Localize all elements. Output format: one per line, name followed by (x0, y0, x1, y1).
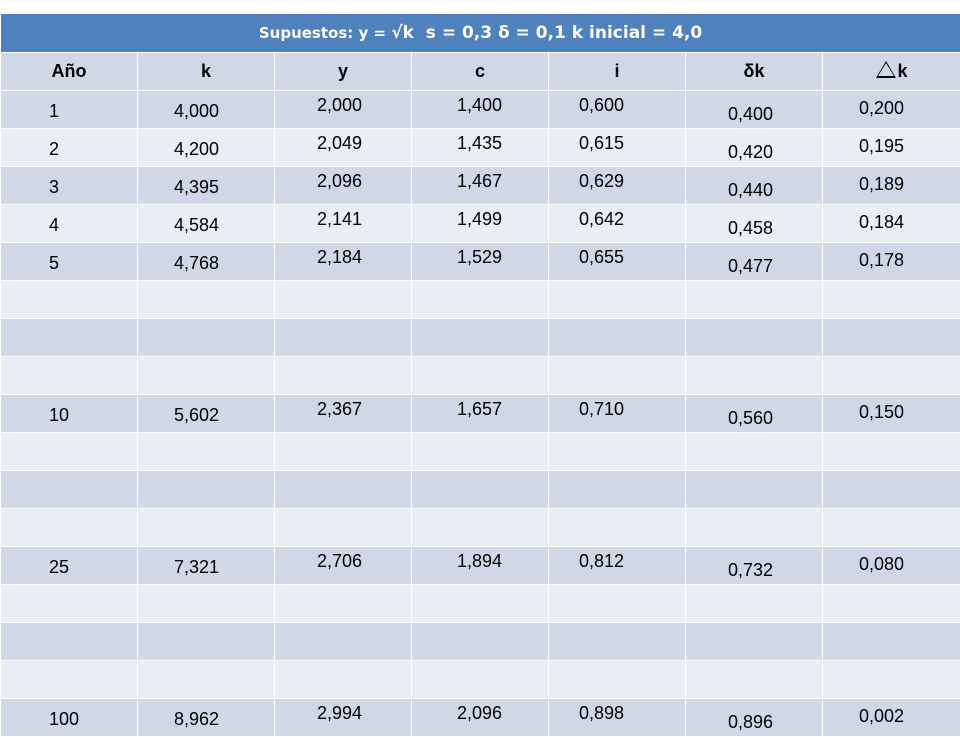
table-cell (686, 623, 823, 661)
table-cell (138, 243, 275, 281)
cell-value: 1,499 (457, 209, 502, 230)
header-k: k (138, 53, 275, 91)
table-cell (412, 91, 549, 129)
table-cell (1, 129, 138, 167)
table-cell (823, 357, 960, 395)
table-cell (275, 129, 412, 167)
table-row (1, 623, 960, 661)
cell-value: 3 (49, 177, 59, 198)
table-cell (275, 395, 412, 433)
header-delta-k: δk (686, 53, 823, 91)
table-cell (549, 585, 686, 623)
cell-value: 2,096 (317, 171, 362, 192)
table-cell (138, 471, 275, 509)
table-cell (412, 547, 549, 585)
table-cell (138, 281, 275, 319)
table-body (1, 91, 960, 737)
table-cell (823, 699, 960, 737)
table-cell (686, 91, 823, 129)
table-cell (275, 243, 412, 281)
table-cell (549, 205, 686, 243)
table-cell (549, 167, 686, 205)
table-cell (686, 661, 823, 699)
table-cell (412, 585, 549, 623)
cell-value: 0,600 (579, 95, 624, 116)
cell-value: 0,200 (859, 98, 904, 119)
table-cell (1, 433, 138, 471)
table-cell (686, 357, 823, 395)
table-row (1, 91, 960, 129)
cell-value: 0,732 (728, 560, 773, 581)
cell-value: 0,178 (859, 250, 904, 271)
table-cell (412, 281, 549, 319)
table-cell (549, 547, 686, 585)
cell-value: 0,189 (859, 174, 904, 195)
table-cell (686, 319, 823, 357)
cell-value: 0,642 (579, 209, 624, 230)
table-cell (275, 281, 412, 319)
table-cell (823, 471, 960, 509)
cell-value: 0,896 (728, 712, 773, 733)
table-cell (412, 509, 549, 547)
table-row (1, 585, 960, 623)
table-cell (275, 357, 412, 395)
table-cell (549, 357, 686, 395)
cell-value: 4,584 (174, 215, 219, 236)
table-cell (412, 395, 549, 433)
table-row (1, 395, 960, 433)
cell-value: 0,710 (579, 399, 624, 420)
table-cell (1, 509, 138, 547)
table-row (1, 243, 960, 281)
table-cell (1, 623, 138, 661)
header-y: y (275, 53, 412, 91)
table-cell (1, 699, 138, 737)
cell-value: 0,195 (859, 136, 904, 157)
table-row (1, 319, 960, 357)
cell-value: 0,477 (728, 256, 773, 277)
cell-value: 2,096 (457, 703, 502, 724)
table-cell (275, 623, 412, 661)
cell-value: 0,812 (579, 551, 624, 572)
cell-value: 2,000 (317, 95, 362, 116)
header-change-k (823, 53, 960, 91)
table-cell (549, 319, 686, 357)
table-cell (138, 319, 275, 357)
table-row (1, 699, 960, 737)
table-cell (823, 623, 960, 661)
table-cell (275, 205, 412, 243)
cell-value: 0,898 (579, 703, 624, 724)
table-cell (686, 281, 823, 319)
table-cell (1, 205, 138, 243)
table-cell (138, 623, 275, 661)
table-row (1, 129, 960, 167)
title-prefix: Supuestos: y = (259, 24, 391, 42)
cell-value: 0,560 (728, 408, 773, 429)
table-cell (1, 281, 138, 319)
table-row (1, 547, 960, 585)
cell-value: 0,655 (579, 247, 624, 268)
table-cell (549, 243, 686, 281)
table-cell (823, 129, 960, 167)
table-cell (412, 433, 549, 471)
table-cell (1, 471, 138, 509)
table-cell (549, 509, 686, 547)
table-cell (275, 699, 412, 737)
table-cell (1, 167, 138, 205)
table-row (1, 281, 960, 319)
table-cell (686, 243, 823, 281)
cell-value: 0,420 (728, 142, 773, 163)
table-cell (412, 699, 549, 737)
table-cell (823, 547, 960, 585)
cell-value: 0,150 (859, 402, 904, 423)
table-cell (686, 167, 823, 205)
table-cell (138, 167, 275, 205)
table-cell (412, 357, 549, 395)
table-cell (138, 395, 275, 433)
table-row (1, 471, 960, 509)
table-cell (823, 509, 960, 547)
table-cell (1, 661, 138, 699)
table-cell (275, 433, 412, 471)
table-cell (823, 91, 960, 129)
cell-value: 1,894 (457, 551, 502, 572)
table-cell (686, 509, 823, 547)
table-cell (275, 661, 412, 699)
cell-value: 2,994 (317, 703, 362, 724)
table-row (1, 205, 960, 243)
table-cell (412, 661, 549, 699)
table-cell (549, 433, 686, 471)
table-row (1, 357, 960, 395)
cell-value: 5,602 (174, 405, 219, 426)
cell-value: 7,321 (174, 557, 219, 578)
cell-value: 1,400 (457, 95, 502, 116)
table-cell (823, 281, 960, 319)
table-cell (823, 395, 960, 433)
table-cell (823, 167, 960, 205)
table-title (1, 14, 960, 53)
table-cell (823, 433, 960, 471)
table-cell (275, 585, 412, 623)
table-cell (275, 547, 412, 585)
cell-value: 10 (49, 405, 69, 426)
cell-value: 2,706 (317, 551, 362, 572)
cell-value: 2 (49, 139, 59, 160)
table-row (1, 661, 960, 699)
table-cell (275, 319, 412, 357)
title-root: √k (391, 23, 414, 43)
cell-value: 5 (49, 253, 59, 274)
table-cell (549, 471, 686, 509)
title-params: s = 0,3 δ = 0,1 k inicial = 4,0 (426, 23, 702, 43)
cell-value: 1,529 (457, 247, 502, 268)
table-cell (1, 319, 138, 357)
table-cell (412, 471, 549, 509)
table-cell (1, 91, 138, 129)
table-cell (686, 471, 823, 509)
table-cell (275, 471, 412, 509)
table-cell (686, 699, 823, 737)
cell-value: 0,458 (728, 218, 773, 239)
table-cell (138, 357, 275, 395)
cell-value: 0,184 (859, 212, 904, 233)
table-cell (823, 205, 960, 243)
table-cell (549, 91, 686, 129)
table-cell (686, 585, 823, 623)
table-cell (823, 661, 960, 699)
table-cell (686, 433, 823, 471)
table-cell (549, 623, 686, 661)
data-table-container (0, 13, 960, 737)
cell-value: 0,400 (728, 104, 773, 125)
cell-value: 4,395 (174, 177, 219, 198)
table-cell (138, 547, 275, 585)
table-cell (549, 395, 686, 433)
table-cell (1, 395, 138, 433)
table-cell (412, 129, 549, 167)
table-cell (549, 129, 686, 167)
table-cell (549, 699, 686, 737)
table-cell (412, 205, 549, 243)
table-cell (412, 167, 549, 205)
table-cell (138, 585, 275, 623)
cell-value: 2,367 (317, 399, 362, 420)
table-row (1, 167, 960, 205)
table-cell (275, 167, 412, 205)
header-change-k-label: k (898, 61, 908, 81)
solow-table (0, 13, 960, 737)
table-cell (686, 205, 823, 243)
cell-value: 2,049 (317, 133, 362, 154)
table-cell (549, 661, 686, 699)
table-cell (1, 357, 138, 395)
cell-value: 4,200 (174, 139, 219, 160)
cell-value: 0,615 (579, 133, 624, 154)
table-row (1, 433, 960, 471)
cell-value: 2,184 (317, 247, 362, 268)
table-cell (1, 547, 138, 585)
table-cell (823, 243, 960, 281)
table-cell (823, 585, 960, 623)
table-cell (1, 585, 138, 623)
table-cell (138, 91, 275, 129)
cell-value: 0,629 (579, 171, 624, 192)
table-cell (412, 623, 549, 661)
cell-value: 1,435 (457, 133, 502, 154)
table-cell (549, 281, 686, 319)
table-cell (275, 509, 412, 547)
cell-value: 4,000 (174, 101, 219, 122)
table-cell (823, 319, 960, 357)
table-row (1, 509, 960, 547)
table-cell (138, 129, 275, 167)
header-c: c (412, 53, 549, 91)
cell-value: 2,141 (317, 209, 362, 230)
header-ano: Año (1, 53, 138, 91)
table-cell (275, 91, 412, 129)
table-cell (1, 243, 138, 281)
table-cell (138, 661, 275, 699)
cell-value: 0,080 (859, 554, 904, 575)
table-cell (686, 395, 823, 433)
table-cell (686, 129, 823, 167)
cell-value: 8,962 (174, 709, 219, 730)
cell-value: 4 (49, 215, 59, 236)
table-cell (686, 547, 823, 585)
table-cell (138, 699, 275, 737)
cell-value: 25 (49, 557, 69, 578)
table-cell (412, 243, 549, 281)
cell-value: 4,768 (174, 253, 219, 274)
cell-value: 1,467 (457, 171, 502, 192)
table-cell (412, 319, 549, 357)
cell-value: 1,657 (457, 399, 502, 420)
table-cell (138, 205, 275, 243)
table-cell (138, 509, 275, 547)
table-cell (138, 433, 275, 471)
header-i: i (549, 53, 686, 91)
cell-value: 1 (49, 101, 59, 122)
cell-value: 0,440 (728, 180, 773, 201)
header-row (1, 53, 960, 91)
cell-value: 0,002 (859, 706, 904, 727)
cell-value: 100 (49, 709, 79, 730)
triangle-delta-icon (876, 61, 896, 78)
